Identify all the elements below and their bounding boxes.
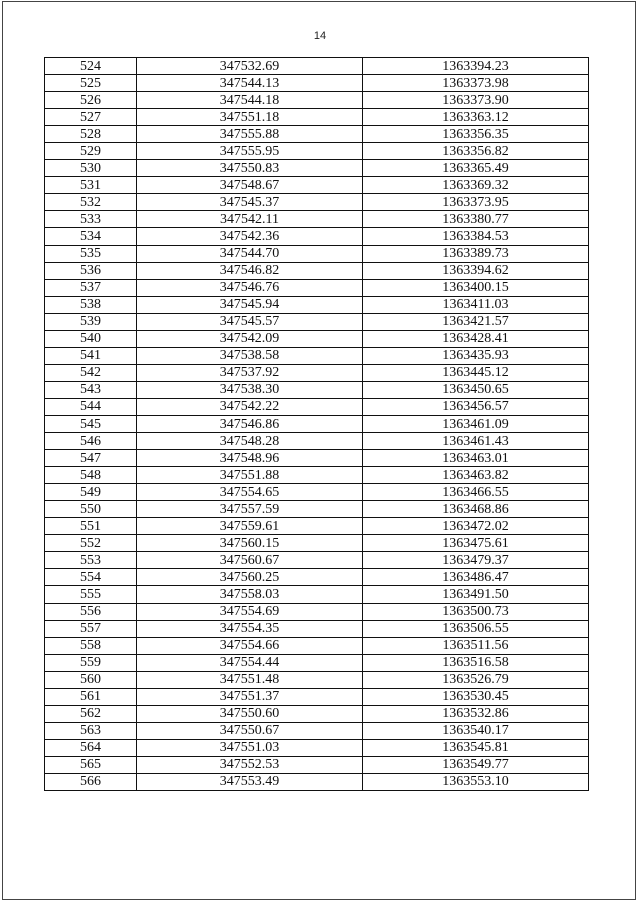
x-coordinate-cell: 347555.95: [137, 143, 363, 160]
table-row: [45, 194, 589, 211]
point-number-cell: 557: [45, 620, 137, 637]
point-number-cell: 539: [45, 313, 137, 330]
y-coordinate-cell: 1363428.41: [363, 330, 589, 347]
table-row: [45, 143, 589, 160]
x-coordinate-cell: 347558.03: [137, 586, 363, 603]
point-number-cell: 532: [45, 194, 137, 211]
table-row: [45, 313, 589, 330]
coordinates-table-body: [45, 58, 589, 791]
table-row: [45, 211, 589, 228]
point-number-cell: 544: [45, 398, 137, 415]
table-row: [45, 262, 589, 279]
x-coordinate-cell: 347557.59: [137, 501, 363, 518]
table-row: [45, 467, 589, 484]
y-coordinate-cell: 1363466.55: [363, 484, 589, 501]
y-coordinate-cell: 1363373.90: [363, 92, 589, 109]
point-number-cell: 549: [45, 484, 137, 501]
x-coordinate-cell: 347545.37: [137, 194, 363, 211]
table-row: [45, 535, 589, 552]
y-coordinate-cell: 1363363.12: [363, 109, 589, 126]
table-row: [45, 484, 589, 501]
y-coordinate-cell: 1363461.43: [363, 433, 589, 450]
point-number-cell: 565: [45, 756, 137, 773]
point-number-cell: 530: [45, 160, 137, 177]
table-row: [45, 245, 589, 262]
point-number-cell: 528: [45, 126, 137, 143]
coordinates-table: [44, 57, 589, 791]
table-row: [45, 518, 589, 535]
x-coordinate-cell: 347554.65: [137, 484, 363, 501]
point-number-cell: 548: [45, 467, 137, 484]
x-coordinate-cell: 347544.18: [137, 92, 363, 109]
x-coordinate-cell: 347546.86: [137, 415, 363, 432]
point-number-cell: 552: [45, 535, 137, 552]
y-coordinate-cell: 1363530.45: [363, 688, 589, 705]
table-row: [45, 450, 589, 467]
y-coordinate-cell: 1363373.95: [363, 194, 589, 211]
table-row: [45, 552, 589, 569]
x-coordinate-cell: 347538.30: [137, 381, 363, 398]
table-row: [45, 415, 589, 432]
table-row: [45, 773, 589, 790]
table-row: [45, 330, 589, 347]
table-row: [45, 705, 589, 722]
y-coordinate-cell: 1363549.77: [363, 756, 589, 773]
y-coordinate-cell: 1363456.57: [363, 398, 589, 415]
y-coordinate-cell: 1363445.12: [363, 364, 589, 381]
x-coordinate-cell: 347545.57: [137, 313, 363, 330]
table-row: [45, 603, 589, 620]
point-number-cell: 560: [45, 671, 137, 688]
table-row: [45, 586, 589, 603]
point-number-cell: 526: [45, 92, 137, 109]
y-coordinate-cell: 1363384.53: [363, 228, 589, 245]
x-coordinate-cell: 347560.67: [137, 552, 363, 569]
point-number-cell: 541: [45, 347, 137, 364]
x-coordinate-cell: 347560.25: [137, 569, 363, 586]
point-number-cell: 529: [45, 143, 137, 160]
x-coordinate-cell: 347551.88: [137, 467, 363, 484]
x-coordinate-cell: 347554.66: [137, 637, 363, 654]
x-coordinate-cell: 347552.53: [137, 756, 363, 773]
point-number-cell: 543: [45, 381, 137, 398]
y-coordinate-cell: 1363506.55: [363, 620, 589, 637]
y-coordinate-cell: 1363356.82: [363, 143, 589, 160]
point-number-cell: 551: [45, 518, 137, 535]
point-number-cell: 559: [45, 654, 137, 671]
x-coordinate-cell: 347542.36: [137, 228, 363, 245]
y-coordinate-cell: 1363532.86: [363, 705, 589, 722]
table-row: [45, 126, 589, 143]
x-coordinate-cell: 347551.37: [137, 688, 363, 705]
point-number-cell: 547: [45, 450, 137, 467]
point-number-cell: 533: [45, 211, 137, 228]
x-coordinate-cell: 347532.69: [137, 58, 363, 75]
point-number-cell: 535: [45, 245, 137, 262]
y-coordinate-cell: 1363450.65: [363, 381, 589, 398]
point-number-cell: 566: [45, 773, 137, 790]
y-coordinate-cell: 1363500.73: [363, 603, 589, 620]
y-coordinate-cell: 1363389.73: [363, 245, 589, 262]
y-coordinate-cell: 1363461.09: [363, 415, 589, 432]
y-coordinate-cell: 1363394.23: [363, 58, 589, 75]
point-number-cell: 546: [45, 433, 137, 450]
point-number-cell: 525: [45, 75, 137, 92]
table-row: [45, 177, 589, 194]
y-coordinate-cell: 1363463.01: [363, 450, 589, 467]
point-number-cell: 550: [45, 501, 137, 518]
x-coordinate-cell: 347544.70: [137, 245, 363, 262]
point-number-cell: 536: [45, 262, 137, 279]
y-coordinate-cell: 1363479.37: [363, 552, 589, 569]
y-coordinate-cell: 1363369.32: [363, 177, 589, 194]
point-number-cell: 556: [45, 603, 137, 620]
y-coordinate-cell: 1363472.02: [363, 518, 589, 535]
x-coordinate-cell: 347555.88: [137, 126, 363, 143]
table-row: [45, 347, 589, 364]
y-coordinate-cell: 1363540.17: [363, 722, 589, 739]
table-row: [45, 671, 589, 688]
table-row: [45, 279, 589, 296]
table-row: [45, 160, 589, 177]
point-number-cell: 531: [45, 177, 137, 194]
point-number-cell: 524: [45, 58, 137, 75]
x-coordinate-cell: 347548.28: [137, 433, 363, 450]
x-coordinate-cell: 347551.03: [137, 739, 363, 756]
y-coordinate-cell: 1363511.56: [363, 637, 589, 654]
point-number-cell: 527: [45, 109, 137, 126]
table-row: [45, 228, 589, 245]
table-row: [45, 739, 589, 756]
x-coordinate-cell: 347550.83: [137, 160, 363, 177]
x-coordinate-cell: 347559.61: [137, 518, 363, 535]
x-coordinate-cell: 347548.67: [137, 177, 363, 194]
point-number-cell: 542: [45, 364, 137, 381]
table-row: [45, 296, 589, 313]
y-coordinate-cell: 1363356.35: [363, 126, 589, 143]
x-coordinate-cell: 347546.82: [137, 262, 363, 279]
x-coordinate-cell: 347554.35: [137, 620, 363, 637]
y-coordinate-cell: 1363553.10: [363, 773, 589, 790]
x-coordinate-cell: 347551.48: [137, 671, 363, 688]
y-coordinate-cell: 1363545.81: [363, 739, 589, 756]
y-coordinate-cell: 1363394.62: [363, 262, 589, 279]
point-number-cell: 538: [45, 296, 137, 313]
y-coordinate-cell: 1363373.98: [363, 75, 589, 92]
y-coordinate-cell: 1363468.86: [363, 501, 589, 518]
x-coordinate-cell: 347538.58: [137, 347, 363, 364]
table-row: [45, 398, 589, 415]
table-row: [45, 109, 589, 126]
x-coordinate-cell: 347553.49: [137, 773, 363, 790]
table-row: [45, 722, 589, 739]
table-row: [45, 381, 589, 398]
x-coordinate-cell: 347551.18: [137, 109, 363, 126]
table-row: [45, 433, 589, 450]
y-coordinate-cell: 1363491.50: [363, 586, 589, 603]
table-row: [45, 654, 589, 671]
point-number-cell: 554: [45, 569, 137, 586]
x-coordinate-cell: 347550.60: [137, 705, 363, 722]
table-row: [45, 569, 589, 586]
y-coordinate-cell: 1363400.15: [363, 279, 589, 296]
x-coordinate-cell: 347545.94: [137, 296, 363, 313]
x-coordinate-cell: 347537.92: [137, 364, 363, 381]
point-number-cell: 555: [45, 586, 137, 603]
table-row: [45, 637, 589, 654]
table-row: [45, 92, 589, 109]
x-coordinate-cell: 347544.13: [137, 75, 363, 92]
point-number-cell: 563: [45, 722, 137, 739]
point-number-cell: 561: [45, 688, 137, 705]
x-coordinate-cell: 347546.76: [137, 279, 363, 296]
x-coordinate-cell: 347542.11: [137, 211, 363, 228]
table-row: [45, 688, 589, 705]
point-number-cell: 564: [45, 739, 137, 756]
y-coordinate-cell: 1363463.82: [363, 467, 589, 484]
point-number-cell: 562: [45, 705, 137, 722]
point-number-cell: 534: [45, 228, 137, 245]
y-coordinate-cell: 1363365.49: [363, 160, 589, 177]
x-coordinate-cell: 347560.15: [137, 535, 363, 552]
point-number-cell: 558: [45, 637, 137, 654]
point-number-cell: 545: [45, 415, 137, 432]
point-number-cell: 540: [45, 330, 137, 347]
x-coordinate-cell: 347550.67: [137, 722, 363, 739]
table-row: [45, 58, 589, 75]
table-row: [45, 756, 589, 773]
x-coordinate-cell: 347542.09: [137, 330, 363, 347]
y-coordinate-cell: 1363380.77: [363, 211, 589, 228]
x-coordinate-cell: 347548.96: [137, 450, 363, 467]
y-coordinate-cell: 1363411.03: [363, 296, 589, 313]
x-coordinate-cell: 347554.69: [137, 603, 363, 620]
y-coordinate-cell: 1363526.79: [363, 671, 589, 688]
point-number-cell: 553: [45, 552, 137, 569]
table-row: [45, 364, 589, 381]
x-coordinate-cell: 347554.44: [137, 654, 363, 671]
point-number-cell: 537: [45, 279, 137, 296]
table-row: [45, 75, 589, 92]
x-coordinate-cell: 347542.22: [137, 398, 363, 415]
table-row: [45, 620, 589, 637]
y-coordinate-cell: 1363486.47: [363, 569, 589, 586]
y-coordinate-cell: 1363421.57: [363, 313, 589, 330]
y-coordinate-cell: 1363435.93: [363, 347, 589, 364]
page-number: 14: [313, 30, 327, 42]
y-coordinate-cell: 1363475.61: [363, 535, 589, 552]
table-row: [45, 501, 589, 518]
y-coordinate-cell: 1363516.58: [363, 654, 589, 671]
